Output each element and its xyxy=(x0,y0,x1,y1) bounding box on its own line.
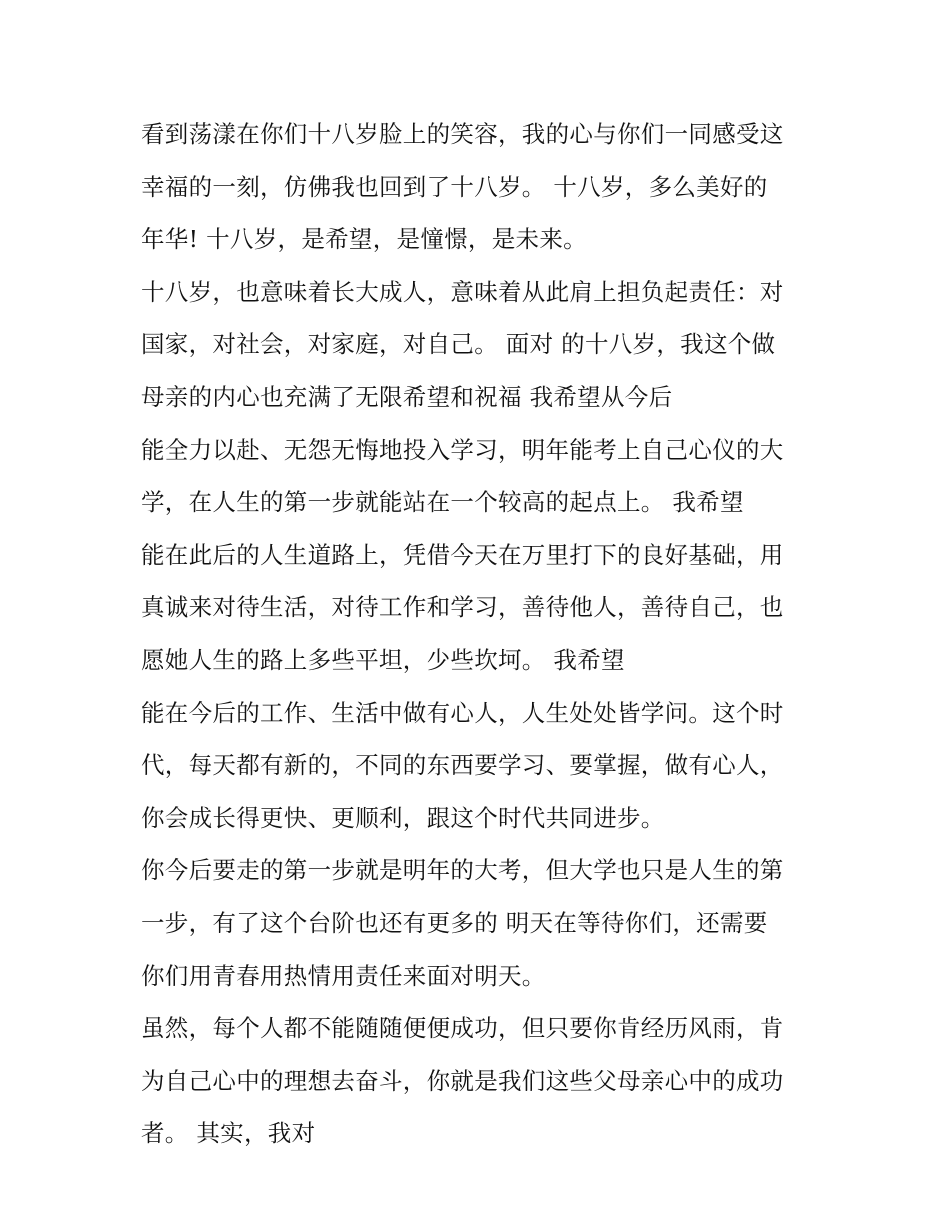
text-line: 十八岁，也意味着长大成人，意味着从此肩上担负起责任：对 xyxy=(141,277,784,306)
text-line: 看到荡漾在你们十八岁脸上的笑容，我的心与你们一同感受这 xyxy=(141,120,784,148)
text-line: 年华! 十八岁，是希望，是憧憬，是未来。 xyxy=(141,225,587,254)
text-line: 能在今后的工作、生活中做有心人，人生处处皆学问。这个时 xyxy=(141,698,784,727)
body-text xyxy=(141,108,821,1160)
text-line: 能在此后的人生道路上，凭借今天在万里打下的良好基础，用 xyxy=(141,540,784,569)
text-line: 母亲的内心也充满了无限希望和祝福 我希望从今后 xyxy=(141,382,673,411)
text-line: 愿她人生的路上多些平坦，少些坎坷。 我希望 xyxy=(141,645,625,674)
text-line: 国家，对社会，对家庭，对自己。 面对 的十八岁，我这个做 xyxy=(141,330,776,359)
text-line: 能全力以赴、无怨无悔地投入学习，明年能考上自己心仪的大 xyxy=(141,435,784,464)
text-line: 一步，有了这个台阶也还有更多的 明天在等待你们，还需要 xyxy=(141,908,768,937)
text-line: 学，在人生的第一步就能站在一个较高的起点上。 我希望 xyxy=(141,488,744,517)
text-line: 你今后要走的第一步就是明年的大考，但大学也只是人生的第 xyxy=(141,856,784,885)
text-line: 代，每天都有新的，不同的东西要学习、要掌握，做有心人， xyxy=(141,751,784,780)
text-line: 你会成长得更快、更顺利，跟这个时代共同进步。 xyxy=(141,803,665,832)
text-line: 幸福的一刻，仿佛我也回到了十八岁。 十八岁，多么美好的 xyxy=(141,172,768,201)
text-line: 者。 其实，我对 xyxy=(141,1119,316,1148)
text-line: 真诚来对待生活，对待工作和学习，善待他人，善待自己，也 xyxy=(141,593,784,622)
text-line: 虽然，每个人都不能随随便便成功，但只要你肯经历风雨，肯 xyxy=(141,1014,784,1043)
text-line: 你们用青春用热情用责任来面对明天。 xyxy=(141,961,546,990)
text-line: 为自己心中的理想去奋斗，你就是我们这些父母亲心中的成功 xyxy=(141,1066,784,1095)
